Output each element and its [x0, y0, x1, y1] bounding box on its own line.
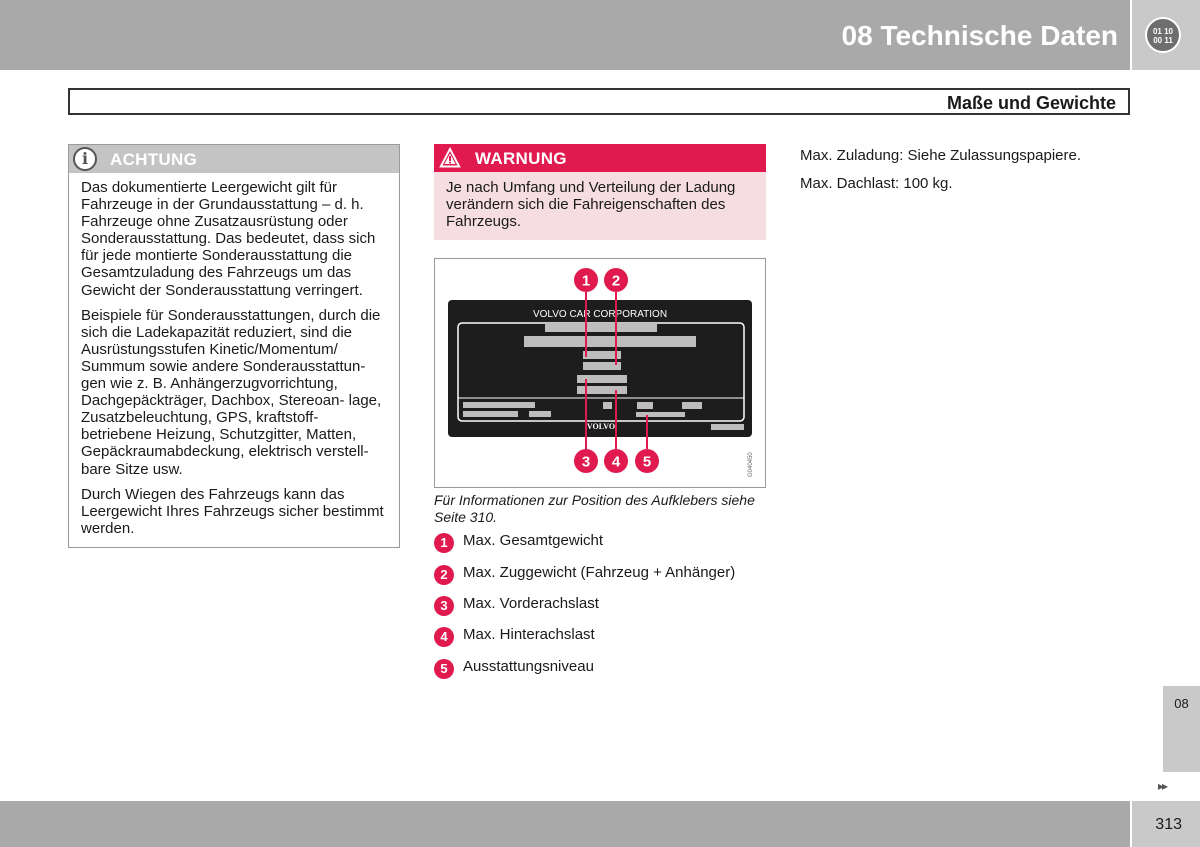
sticker-field [637, 402, 653, 409]
legend-label: Ausstattungsniveau [463, 658, 594, 675]
legend-number-badge: 1 [434, 533, 454, 553]
warning-body: Je nach Umfang und Verteilung der Ladung verändern sich die Fahreigenschaften des Fahrzeugs. [446, 179, 736, 230]
legend-label: Max. Gesamtgewicht [463, 532, 604, 549]
achtung-title: ACHTUNG [110, 150, 198, 169]
sticker-field [682, 402, 702, 409]
sticker-field [529, 411, 551, 417]
marker-4-label: 4 [611, 453, 621, 471]
emblem-text-bottom: 00 11 [1153, 36, 1173, 45]
sticker-field [603, 402, 612, 409]
next-page-arrow-icon[interactable]: ▸▸ [1158, 779, 1167, 793]
max-payload-text: Max. Zuladung: Siehe Zulassungspapiere. [800, 147, 1082, 164]
warning-triangle-icon [439, 147, 461, 169]
sticker-field [577, 386, 627, 394]
info-icon: i [73, 147, 97, 171]
weight-sticker-figure [435, 259, 765, 487]
sticker-brand-text: VOLVO CAR CORPORATION [532, 309, 668, 320]
legend-number-badge: 4 [434, 627, 454, 647]
achtung-paragraph: Durch Wiegen des Fahrzeugs kann das Leergewicht Ihres Fahrzeugs sicher bestimmt werden. [81, 485, 384, 537]
sticker-field [636, 412, 685, 417]
sticker-field [711, 424, 744, 430]
achtung-body [81, 179, 393, 545]
figure-caption: Für Informationen zur Position des Aufklebers siehe Seite 310. [434, 492, 755, 525]
sticker-field [545, 323, 657, 332]
legend-label: Max. Hinterachslast [463, 626, 595, 643]
legend-number-badge: 3 [434, 596, 454, 616]
sticker-volvo-logo: VOLVO [586, 422, 616, 431]
figure-code: G040450 [748, 452, 754, 477]
section-heading [68, 88, 1130, 115]
max-roof-load-text: Max. Dachlast: 100 kg. [800, 175, 953, 192]
warning-header [434, 144, 766, 172]
chapter-title: 08 Technische Daten [841, 20, 1118, 51]
chapter-side-tab[interactable] [1163, 686, 1200, 772]
achtung-box [68, 144, 400, 548]
legend-label: Max. Vorderachslast [463, 595, 599, 612]
marker-2-label: 2 [611, 272, 621, 290]
sticker-field [463, 402, 535, 408]
sticker-field [524, 336, 696, 347]
page-number: 313 [1155, 816, 1182, 833]
footer-bar [0, 801, 1130, 847]
chapter-emblem-icon [1145, 17, 1181, 53]
achtung-paragraph: Beispiele für Sonderausstattungen, durch die sich die Ladekapazität reduziert, sind die Ausrüstungsstufen Kinetic/Momentum/ Summum sowie andere Sonderausstattun- gen wie z. B. Anhängerzugvorrichtung, Dachgepäckträger, Dachbox, Stereoan- lage, Zusatzbeleuchtung, GPS, kraftstoff- betriebene Heizung, Schutzgitter, Matten, Gepäckraumabdeckung, elektrisch verstell- bare Sitze usw. [81, 306, 382, 478]
figure-frame [434, 258, 766, 488]
sticker-field [577, 375, 627, 383]
legend-number-badge: 5 [434, 659, 454, 679]
marker-3-label: 3 [581, 453, 591, 471]
warning-title: WARNUNG [475, 149, 567, 168]
emblem-text-top: 01 10 [1152, 27, 1174, 36]
marker-1-label: 1 [581, 272, 591, 290]
achtung-paragraph: Das dokumentierte Leergewicht gilt für Fahrzeuge in der Grundausstattung – d. h. Fahrzeuge ohne Zusatzausrüstung oder Sonderausstattung. Das bedeutet, dass sich für jede montierte Sonderausstattung die Gesamtzuladung des Fahrzeugs um das Gewicht der Sonderausstattung verringert. [81, 179, 376, 299]
section-title: Maße und Gewichte [946, 93, 1116, 113]
page-number-box [1132, 801, 1200, 847]
sticker-field [463, 411, 518, 417]
legend-label: Max. Zuggewicht (Fahrzeug + Anhänger) [463, 564, 736, 581]
legend-number-badge: 2 [434, 565, 454, 585]
achtung-header [69, 145, 399, 173]
marker-5-label: 5 [642, 453, 652, 471]
side-tab-label: 08 [1174, 696, 1189, 711]
warning-box [434, 144, 766, 240]
